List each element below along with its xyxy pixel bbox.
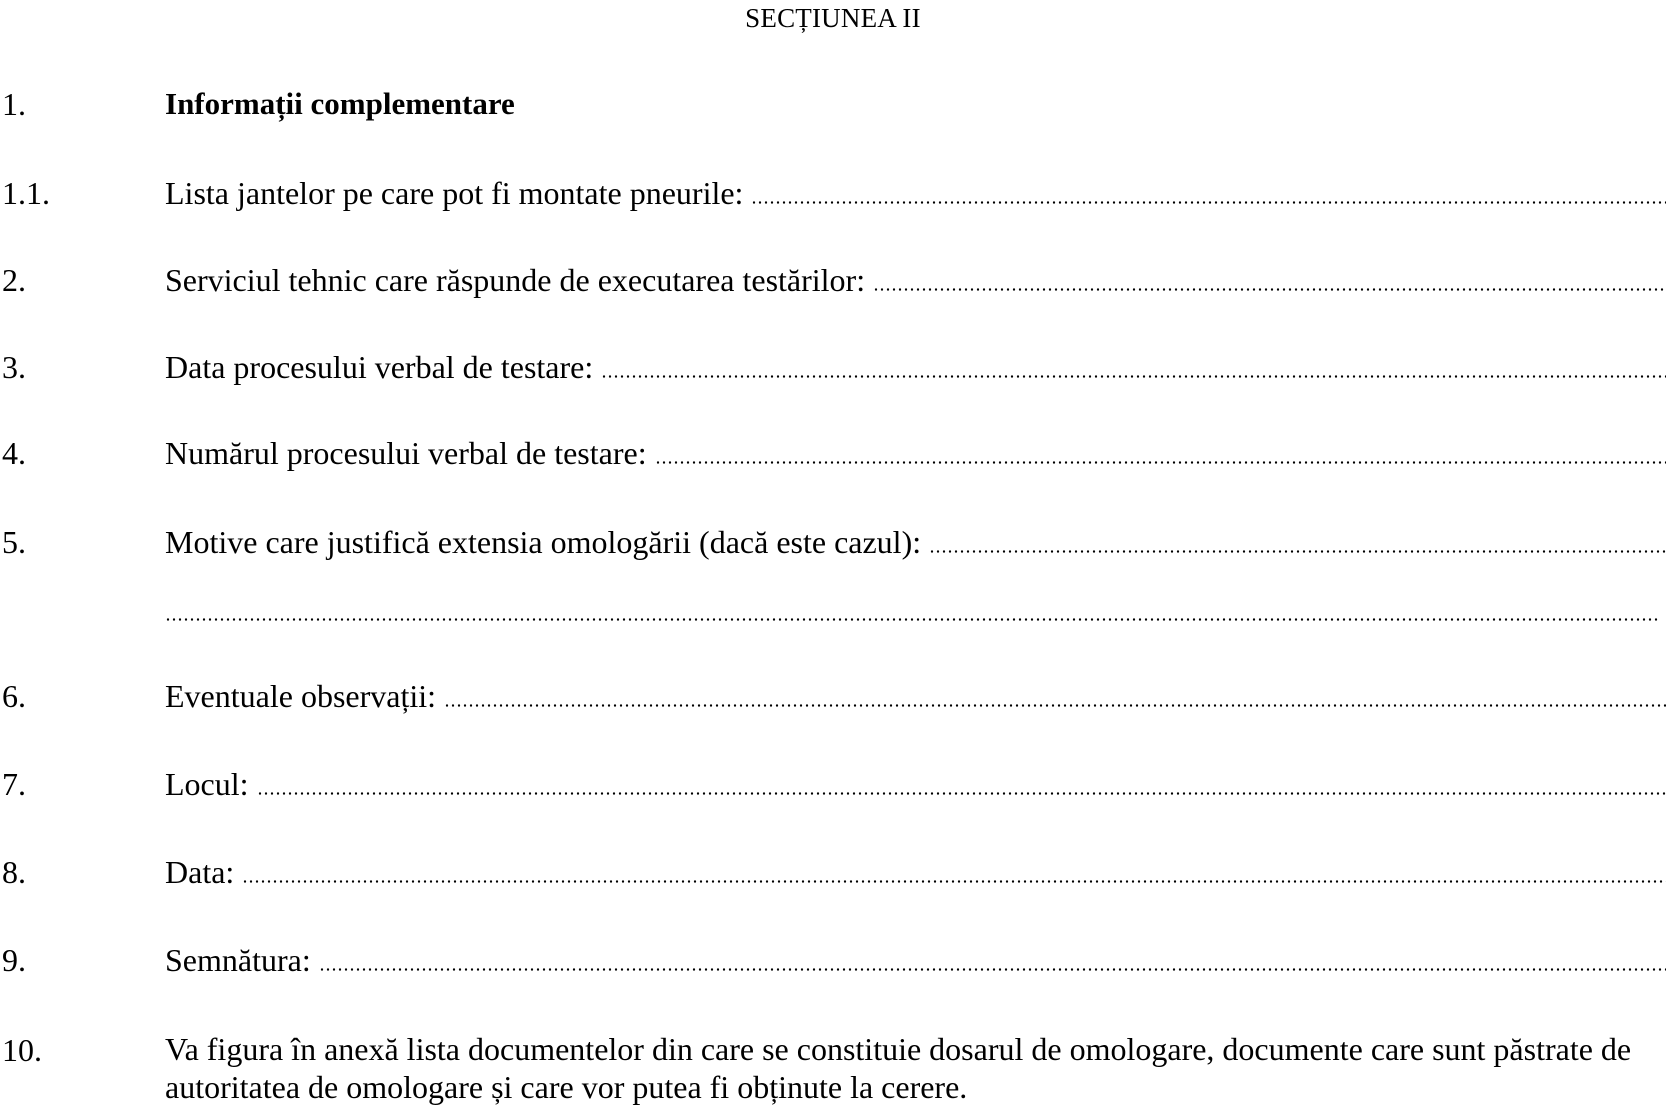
fill-in-line-extension-reasons[interactable]: [929, 550, 1666, 553]
item-1: [0, 84, 1666, 124]
section-title: SECȚIUNEA II: [745, 3, 921, 33]
item-number: 10.: [2, 1032, 42, 1068]
field-label-extension-reasons: Motive care justifică extensia omologării (dacă este cazul):: [165, 524, 922, 560]
item-number: 9.: [2, 942, 26, 978]
field-label-report-date: Data procesului verbal de testare:: [165, 349, 594, 385]
fill-in-line-date[interactable]: [242, 880, 1666, 883]
field-label-rims-list: Lista jantelor pe care pot fi montate pneurile:: [165, 175, 744, 211]
item-number: 4.: [2, 435, 26, 471]
field-label-place: Locul:: [165, 766, 249, 802]
field-label-observations: Eventuale observații:: [165, 678, 437, 714]
item-3: [0, 347, 1666, 387]
field-label-signature: Semnătura:: [165, 942, 311, 978]
item-number: 2.: [2, 262, 26, 298]
fill-in-line-technical-service[interactable]: [873, 288, 1666, 291]
item-1-1: [0, 173, 1666, 213]
field-label-date: Data:: [165, 854, 235, 890]
item-7: [0, 764, 1666, 804]
fill-in-line-rims-list[interactable]: [751, 201, 1666, 204]
item-number: 5.: [2, 524, 26, 560]
fill-in-line-extension-reasons-continued[interactable]: [165, 618, 1660, 621]
item-number: 1.1.: [2, 175, 50, 211]
item-2: [0, 260, 1666, 300]
item-number: 3.: [2, 349, 26, 385]
item-5: [0, 522, 1666, 562]
item-9: [0, 940, 1666, 980]
item-6: [0, 676, 1666, 716]
item-number: 8.: [2, 854, 26, 890]
fill-in-line-report-date[interactable]: [601, 375, 1666, 378]
item-8: [0, 852, 1666, 892]
fill-in-line-signature[interactable]: [319, 968, 1666, 971]
item-number: 7.: [2, 766, 26, 802]
item-number: 1.: [2, 86, 26, 122]
item-10: [0, 1030, 1666, 1110]
fill-in-line-place[interactable]: [257, 792, 1666, 795]
fill-in-line-report-number[interactable]: [655, 461, 1666, 464]
fill-in-line-observations[interactable]: [444, 704, 1666, 707]
item-number: 6.: [2, 678, 26, 714]
section-heading: Informații complementare: [165, 86, 515, 121]
annex-note: Va figura în anexă lista documentelor din care se constituie dosarul de omologare, documente care sunt păstrate de autoritatea de omologare și care vor putea fi obținute la cerere.: [165, 1031, 1632, 1105]
item-4: [0, 433, 1666, 473]
field-label-technical-service: Serviciul tehnic care răspunde de executarea testărilor:: [165, 262, 866, 298]
field-label-report-number: Numărul procesului verbal de testare:: [165, 435, 647, 471]
